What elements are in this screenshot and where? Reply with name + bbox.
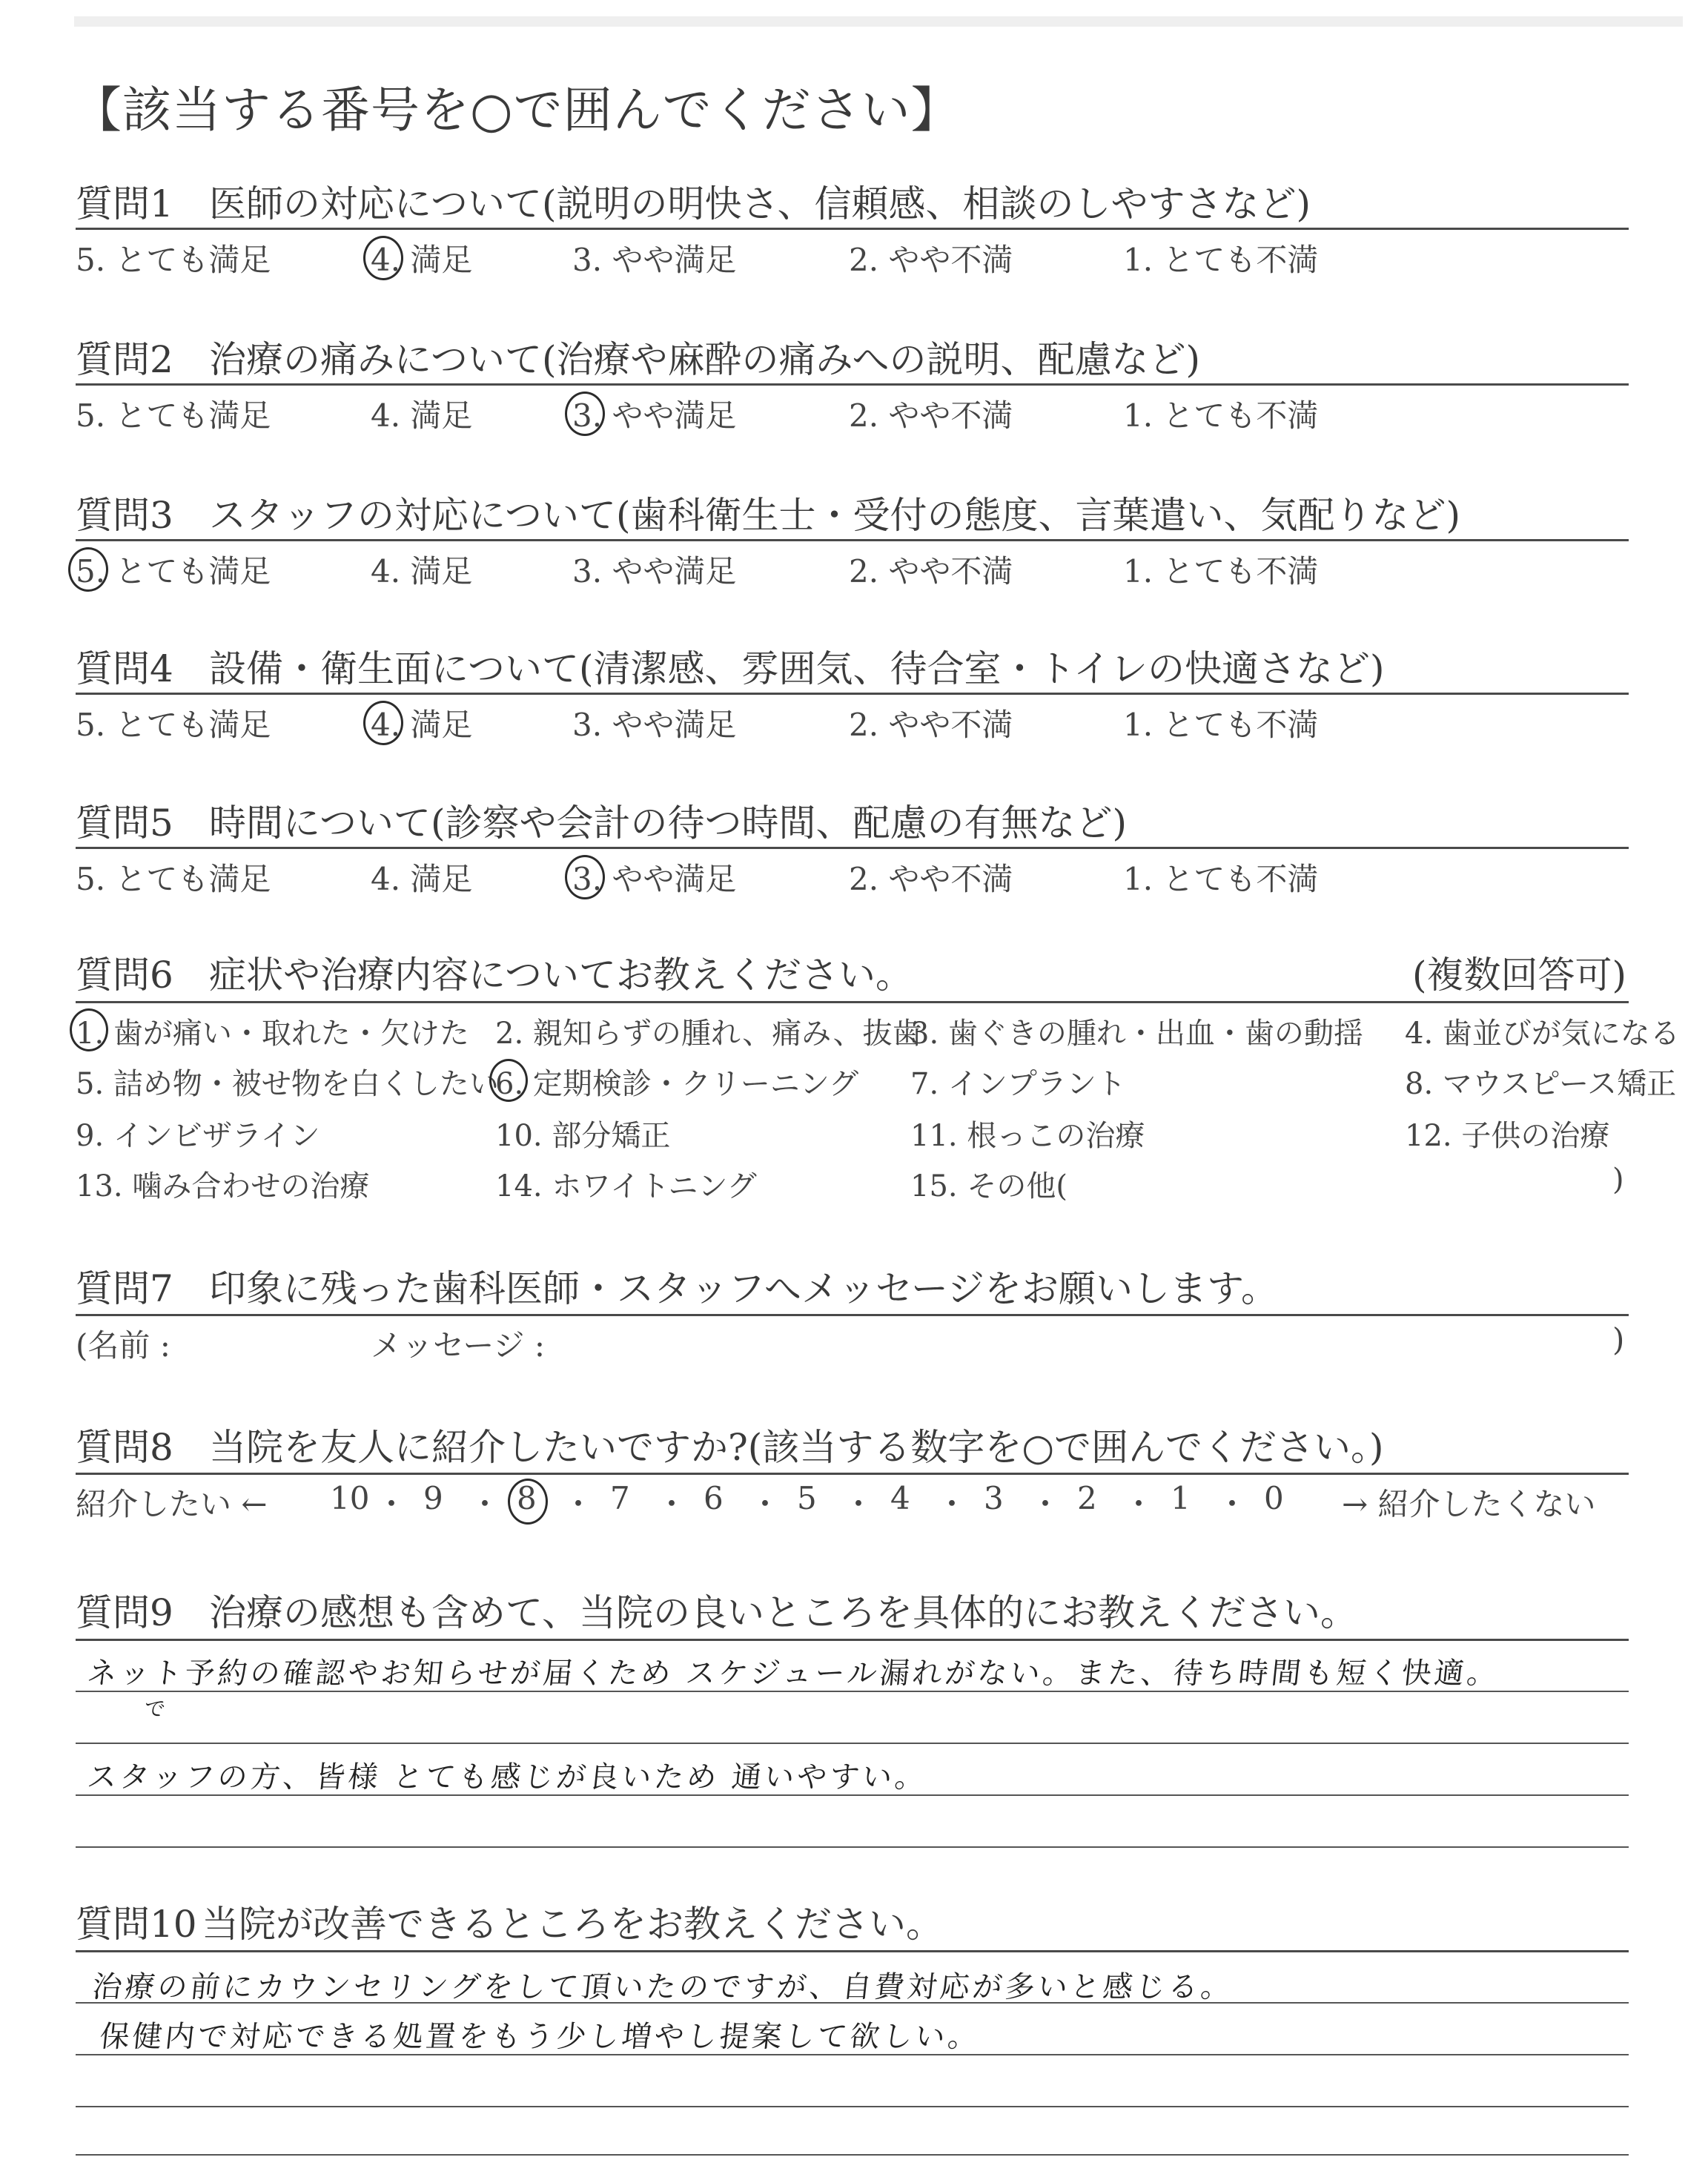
question-8-rule: [76, 1473, 1629, 1475]
symptom-option[interactable]: 12. 子供の治療: [1405, 1119, 1610, 1153]
question-7-number: 質問7: [76, 1267, 173, 1310]
message-label: メッセージ :: [371, 1327, 545, 1364]
top-edge: [74, 16, 1683, 27]
question-9-title: [76, 1583, 1357, 1636]
question-10-text: 当院が改善できるところをお教えください。: [202, 1903, 943, 1946]
handwritten-answer-9-line-1: ネット予約の確認やお知らせが届くため スケジュール漏れがない。また、待ち時間も短く快適。: [85, 1657, 1502, 1691]
name-label: (名前 :: [76, 1327, 171, 1364]
question-7-text: 印象に残った歯科医師・スタッフへメッセージをお願いします。: [209, 1267, 1278, 1310]
rating-option[interactable]: 5. とても満足: [76, 553, 271, 589]
scale-separator: ・: [936, 1486, 968, 1522]
question-1-text: 医師の対応について(説明の明快さ、信頼感、相談のしやすさなど): [209, 182, 1311, 225]
scale-separator: ・: [1217, 1486, 1248, 1522]
recommend-score-4[interactable]: 4: [890, 1480, 910, 1516]
selection-circle-mark: [70, 1008, 108, 1051]
handwritten-insertion: で: [143, 1697, 167, 1721]
multiple-answer-note: (複数回答可): [1411, 954, 1626, 997]
symptom-option[interactable]: 8. マウスピース矯正: [1405, 1067, 1677, 1101]
question-8-title: [76, 1418, 1383, 1471]
rating-option[interactable]: 3. やや満足: [572, 242, 737, 278]
selection-circle-mark: [565, 392, 605, 436]
question-6-text: 症状や治療内容についてお教えください。: [209, 954, 913, 997]
page-title: 【該当する番号を○で囲んでください】: [73, 82, 961, 139]
selection-circle-mark: [68, 547, 108, 592]
question-2-number: 質問2: [76, 338, 173, 381]
rating-option[interactable]: 5. とても満足: [76, 861, 271, 897]
question-4-number: 質問4: [76, 647, 173, 690]
question-3-title: [76, 486, 1460, 539]
symptom-option[interactable]: 7. インプラント: [910, 1067, 1126, 1101]
recommend-score-2[interactable]: 2: [1077, 1480, 1097, 1516]
question-1-number: 質問1: [76, 182, 173, 225]
question-2-text: 治療の痛みについて(治療や麻酔の痛みへの説明、配慮など): [209, 338, 1201, 381]
rating-option[interactable]: 5. とても満足: [76, 397, 271, 434]
scale-separator: ・: [656, 1486, 688, 1522]
scale-separator: ・: [563, 1486, 595, 1522]
recommend-score-7[interactable]: 7: [610, 1480, 630, 1516]
handwritten-answer-10-line-1: 治療の前にカウンセリングをして頂いたのですが、自費対応が多いと感じる。: [90, 1970, 1236, 2004]
recommend-score-8[interactable]: 8: [517, 1480, 537, 1516]
scale-separator: ・: [376, 1486, 408, 1522]
scale-separator: ・: [843, 1486, 875, 1522]
scale-separator: ・: [469, 1486, 501, 1522]
question-4-title: [76, 639, 1385, 693]
question-6-rule: [76, 1001, 1629, 1003]
rating-option[interactable]: 5. とても満足: [76, 242, 271, 278]
question-5-rule: [76, 847, 1629, 849]
rating-option[interactable]: 4. 満足: [371, 397, 473, 434]
question-7-rule: [76, 1314, 1629, 1316]
rating-option[interactable]: 3. やや満足: [572, 707, 737, 743]
rating-option[interactable]: 4. 満足: [371, 861, 473, 897]
rating-option[interactable]: 1. とても不満: [1123, 707, 1319, 743]
rating-option[interactable]: 3. やや満足: [572, 553, 737, 589]
answer-line: [76, 1743, 1629, 1744]
recommend-score-5[interactable]: 5: [797, 1480, 817, 1516]
answer-line: [76, 2154, 1629, 2156]
question-10-rule: [76, 1950, 1629, 1952]
question-3-number: 質問3: [76, 494, 173, 537]
answer-line: [76, 2106, 1629, 2107]
question-5-title: [76, 793, 1127, 847]
handwritten-answer-9-line-2: スタッフの方、皆様 とても感じが良いため 通いやすい。: [85, 1760, 930, 1794]
question-2-rule: [76, 383, 1629, 386]
question-9-number: 質問9: [76, 1591, 173, 1634]
answer-line: [76, 1846, 1629, 1848]
rating-option[interactable]: 2. やや不満: [849, 242, 1013, 278]
symptom-option[interactable]: 1. 歯が痛い・取れた・欠けた: [76, 1017, 469, 1051]
symptom-option[interactable]: 14. ホワイトニング: [495, 1169, 757, 1203]
question-5-text: 時間について(診察や会計の待つ時間、配慮の有無など): [209, 802, 1128, 845]
symptom-option[interactable]: 6. 定期検診・クリーニング: [495, 1067, 859, 1101]
scale-separator: ・: [749, 1486, 781, 1522]
symptom-option[interactable]: 10. 部分矯正: [495, 1119, 671, 1153]
rating-option[interactable]: 3. やや満足: [572, 861, 737, 897]
symptom-option[interactable]: 4. 歯並びが気になる: [1405, 1017, 1680, 1051]
other-close-paren: ): [1612, 1163, 1624, 1197]
selection-circle-mark: [489, 1059, 528, 1102]
rating-option[interactable]: 4. 満足: [371, 553, 473, 589]
symptom-option[interactable]: 9. インビザライン: [76, 1119, 320, 1153]
recommend-score-9[interactable]: 9: [423, 1480, 443, 1516]
rating-option[interactable]: 1. とても不満: [1123, 397, 1319, 434]
recommend-score-1[interactable]: 1: [1171, 1480, 1191, 1516]
question-6-title: [76, 945, 913, 999]
symptom-option[interactable]: 2. 親知らずの腫れ、痛み、抜歯: [495, 1017, 922, 1051]
symptom-option[interactable]: 13. 噛み合わせの治療: [76, 1169, 370, 1203]
selection-circle-mark: [565, 855, 605, 899]
selection-circle-mark: [363, 236, 403, 280]
recommend-score-10[interactable]: 10: [330, 1480, 370, 1516]
recommend-score-3[interactable]: 3: [984, 1480, 1004, 1516]
handwritten-answer-10-line-2: 保健内で対応できる処置をもう少し増やし提案して欲しい。: [98, 2020, 983, 2054]
rating-option[interactable]: 4. 満足: [371, 707, 473, 743]
scale-separator: ・: [1123, 1486, 1155, 1522]
question-8-text: 当院を友人に紹介したいですか?(該当する数字を○で囲んでください。): [209, 1426, 1384, 1469]
question-10-number: 質問10: [76, 1903, 197, 1946]
recommend-score-0[interactable]: 0: [1264, 1480, 1284, 1516]
question-6-number: 質問6: [76, 954, 173, 997]
symptom-option[interactable]: 11. 根っこの治療: [910, 1119, 1145, 1153]
recommend-left-label: 紹介したい ←: [76, 1486, 268, 1522]
scale-separator: ・: [1030, 1486, 1062, 1522]
question-5-number: 質問5: [76, 802, 173, 845]
recommend-score-6[interactable]: 6: [704, 1480, 724, 1516]
question-4-text: 設備・衛生面について(清潔感、雰囲気、待合室・トイレの快適さなど): [209, 647, 1385, 690]
rating-option[interactable]: 3. やや満足: [572, 397, 737, 434]
rating-option[interactable]: 2. やや不満: [849, 553, 1013, 589]
question-7-title: [76, 1259, 1278, 1312]
question-9-text: 治療の感想も含めて、当院の良いところを具体的にお教えください。: [209, 1591, 1357, 1634]
question-2-title: [76, 330, 1200, 383]
question-8-number: 質問8: [76, 1426, 173, 1469]
question-1-rule: [76, 228, 1629, 230]
symptom-option[interactable]: 15. その他(: [910, 1169, 1068, 1203]
question-4-rule: [76, 693, 1629, 695]
rating-option[interactable]: 1. とても不満: [1123, 242, 1319, 278]
message-close-paren: ): [1612, 1321, 1625, 1358]
symptom-option[interactable]: 5. 詰め物・被せ物を白くしたい: [76, 1067, 499, 1101]
selection-circle-mark: [508, 1479, 548, 1525]
rating-option[interactable]: 2. やや不満: [849, 397, 1013, 434]
rating-option[interactable]: 1. とても不満: [1123, 861, 1319, 897]
rating-option[interactable]: 5. とても満足: [76, 707, 271, 743]
rating-option[interactable]: 2. やや不満: [849, 861, 1013, 897]
rating-option[interactable]: 2. やや不満: [849, 707, 1013, 743]
question-9-rule: [76, 1639, 1629, 1641]
rating-option[interactable]: 1. とても不満: [1123, 553, 1319, 589]
question-3-rule: [76, 539, 1629, 541]
symptom-option[interactable]: 3. 歯ぐきの腫れ・出血・歯の動揺: [910, 1017, 1363, 1051]
question-10-title: [76, 1895, 943, 1948]
recommend-right-label: → 紹介したくない: [1342, 1486, 1596, 1522]
question-1-title: [76, 174, 1311, 228]
question-3-text: スタッフの対応について(歯科衛生士・受付の態度、言葉遣い、気配りなど): [209, 494, 1461, 537]
selection-circle-mark: [363, 701, 403, 745]
rating-option[interactable]: 4. 満足: [371, 242, 473, 278]
